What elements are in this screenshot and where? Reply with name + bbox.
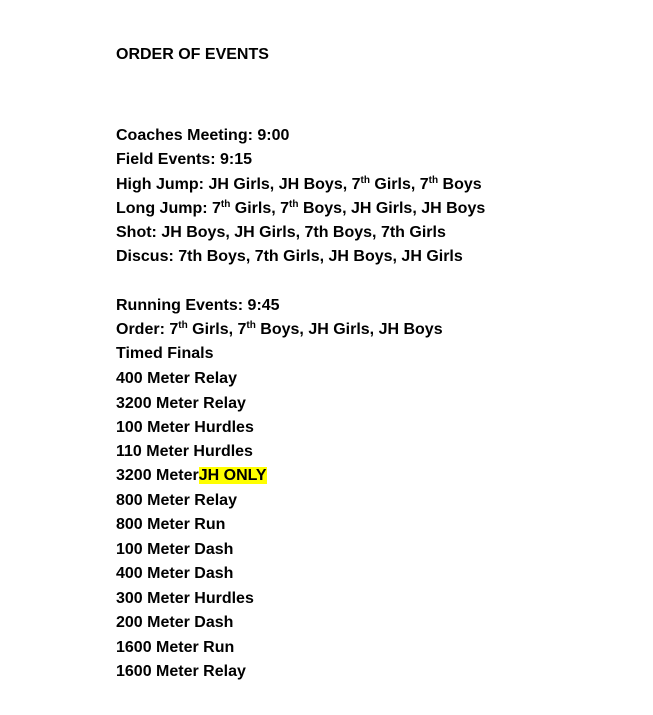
high-jump-text-3: Boys bbox=[438, 176, 482, 193]
long-jump-line bbox=[116, 199, 485, 219]
discus-line: Discus: 7th Boys, 7th Girls, JH Boys, JH Girls bbox=[116, 248, 463, 265]
long-jump-text-3: Boys, JH Girls, JH Boys bbox=[298, 200, 486, 217]
event-100-hurdles: 100 Meter Hurdles bbox=[116, 419, 254, 436]
event-800-run: 800 Meter Run bbox=[116, 516, 226, 533]
event-200-dash: 200 Meter Dash bbox=[116, 614, 234, 631]
high-jump-text-1: High Jump: JH Girls, JH Boys, 7 bbox=[116, 176, 361, 193]
event-800-relay: 800 Meter Relay bbox=[116, 492, 237, 509]
field-events-line: Field Events: 9:15 bbox=[116, 151, 253, 168]
jh-only-highlight: JH ONLY bbox=[198, 467, 267, 484]
event-3200-relay: 3200 Meter Relay bbox=[116, 395, 246, 412]
long-jump-sup-2: th bbox=[289, 199, 299, 210]
high-jump-text-2: Girls, 7 bbox=[369, 176, 429, 193]
order-text-2: Girls, 7 bbox=[187, 321, 247, 338]
running-order-line bbox=[116, 320, 443, 340]
event-100-dash: 100 Meter Dash bbox=[116, 541, 234, 558]
event-3200-text: 3200 Meter bbox=[116, 467, 199, 484]
high-jump-sup-2: th bbox=[428, 175, 439, 186]
event-3200-meter bbox=[116, 466, 267, 486]
event-400-relay: 400 Meter Relay bbox=[116, 370, 237, 387]
coaches-meeting-line: Coaches Meeting: 9:00 bbox=[116, 127, 290, 144]
long-jump-sup-1: th bbox=[220, 199, 231, 210]
order-sup-2: th bbox=[246, 320, 256, 331]
event-1600-relay: 1600 Meter Relay bbox=[116, 663, 246, 680]
high-jump-line bbox=[116, 175, 482, 195]
order-text-3: Boys, JH Girls, JH Boys bbox=[255, 321, 443, 338]
timed-finals-line: Timed Finals bbox=[116, 345, 214, 362]
event-300-hurdles: 300 Meter Hurdles bbox=[116, 590, 254, 607]
event-110-hurdles: 110 Meter Hurdles bbox=[116, 443, 253, 460]
high-jump-sup-1: th bbox=[360, 175, 370, 186]
page-title: ORDER OF EVENTS bbox=[116, 46, 269, 63]
event-1600-run: 1600 Meter Run bbox=[116, 639, 235, 656]
order-text-1: Order: 7 bbox=[116, 321, 179, 338]
long-jump-text-1: Long Jump: 7 bbox=[116, 200, 221, 217]
order-sup-1: th bbox=[178, 320, 188, 331]
shot-line: Shot: JH Boys, JH Girls, 7th Boys, 7th Girls bbox=[116, 224, 446, 241]
event-400-dash: 400 Meter Dash bbox=[116, 565, 234, 582]
running-events-line: Running Events: 9:45 bbox=[116, 297, 280, 314]
long-jump-text-2: Girls, 7 bbox=[230, 200, 290, 217]
